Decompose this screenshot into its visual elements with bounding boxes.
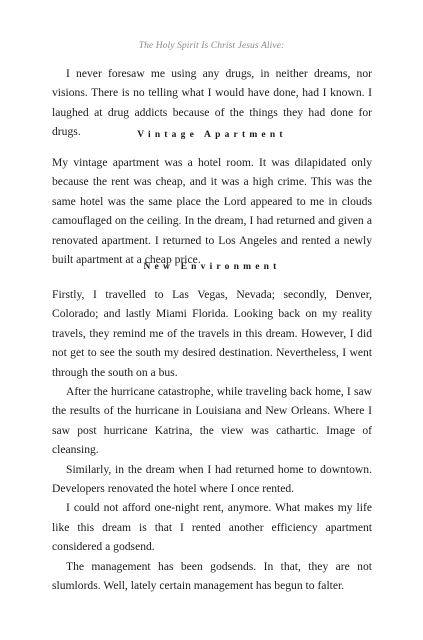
section-new-environment-text [52,285,372,596]
running-head: The Holy Spirit Is Christ Jesus Alive: [138,41,285,51]
paragraph: I never foresaw me using any drugs, in neither dreams, nor visions. There is no telling what I would have done, had I known. I laughed at drug addicts because of the things they had done for drugs. [52,67,372,139]
section-vintage-apartment-text [52,153,372,269]
section-heading-vintage-apartment: Vintage Apartment [137,130,287,140]
paragraph: My vintage apartment was a hotel room. It was dilapidated only because the rent was cheap, and it was a high crime. This was the same hotel was the same place the Lord appeared to me in clouds camouflaged on the ceiling. In the dream, I had returned and given a renovated apartment. I returned to Los Angeles and rented a newly built apartment at a cheap price. [52,156,372,267]
paragraph: Firstly, I travelled to Las Vegas, Nevada; secondly, Denver, Colorado; and lastly Miami Florida. Looking back on my reality travels, they remind me of the travels in this dream. However, I did not get to see the south my desired destination. Nevertheless, I went through the south on a bus. [52,288,372,379]
section-heading-new-environment: New Environment [143,262,281,272]
paragraph: Similarly, in the dream when I had returned home to downtown. Developers renovated the hotel where I once rented. [52,462,372,496]
paragraph: The management has been godsends. In that, they are not slumlords. Well, lately certain management has begun to falter. [52,559,372,593]
paragraph: After the hurricane catastrophe, while traveling back home, I saw the results of the hurricane in Louisiana and New Orleans. Where I saw post hurricane Katrina, the view was cathartic. Image of cleansing. [52,385,372,457]
paragraph: I could not afford one-night rent, anymore. What makes my life like this dream is that I rented another efficiency apartment considered a godsend. [52,501,372,554]
